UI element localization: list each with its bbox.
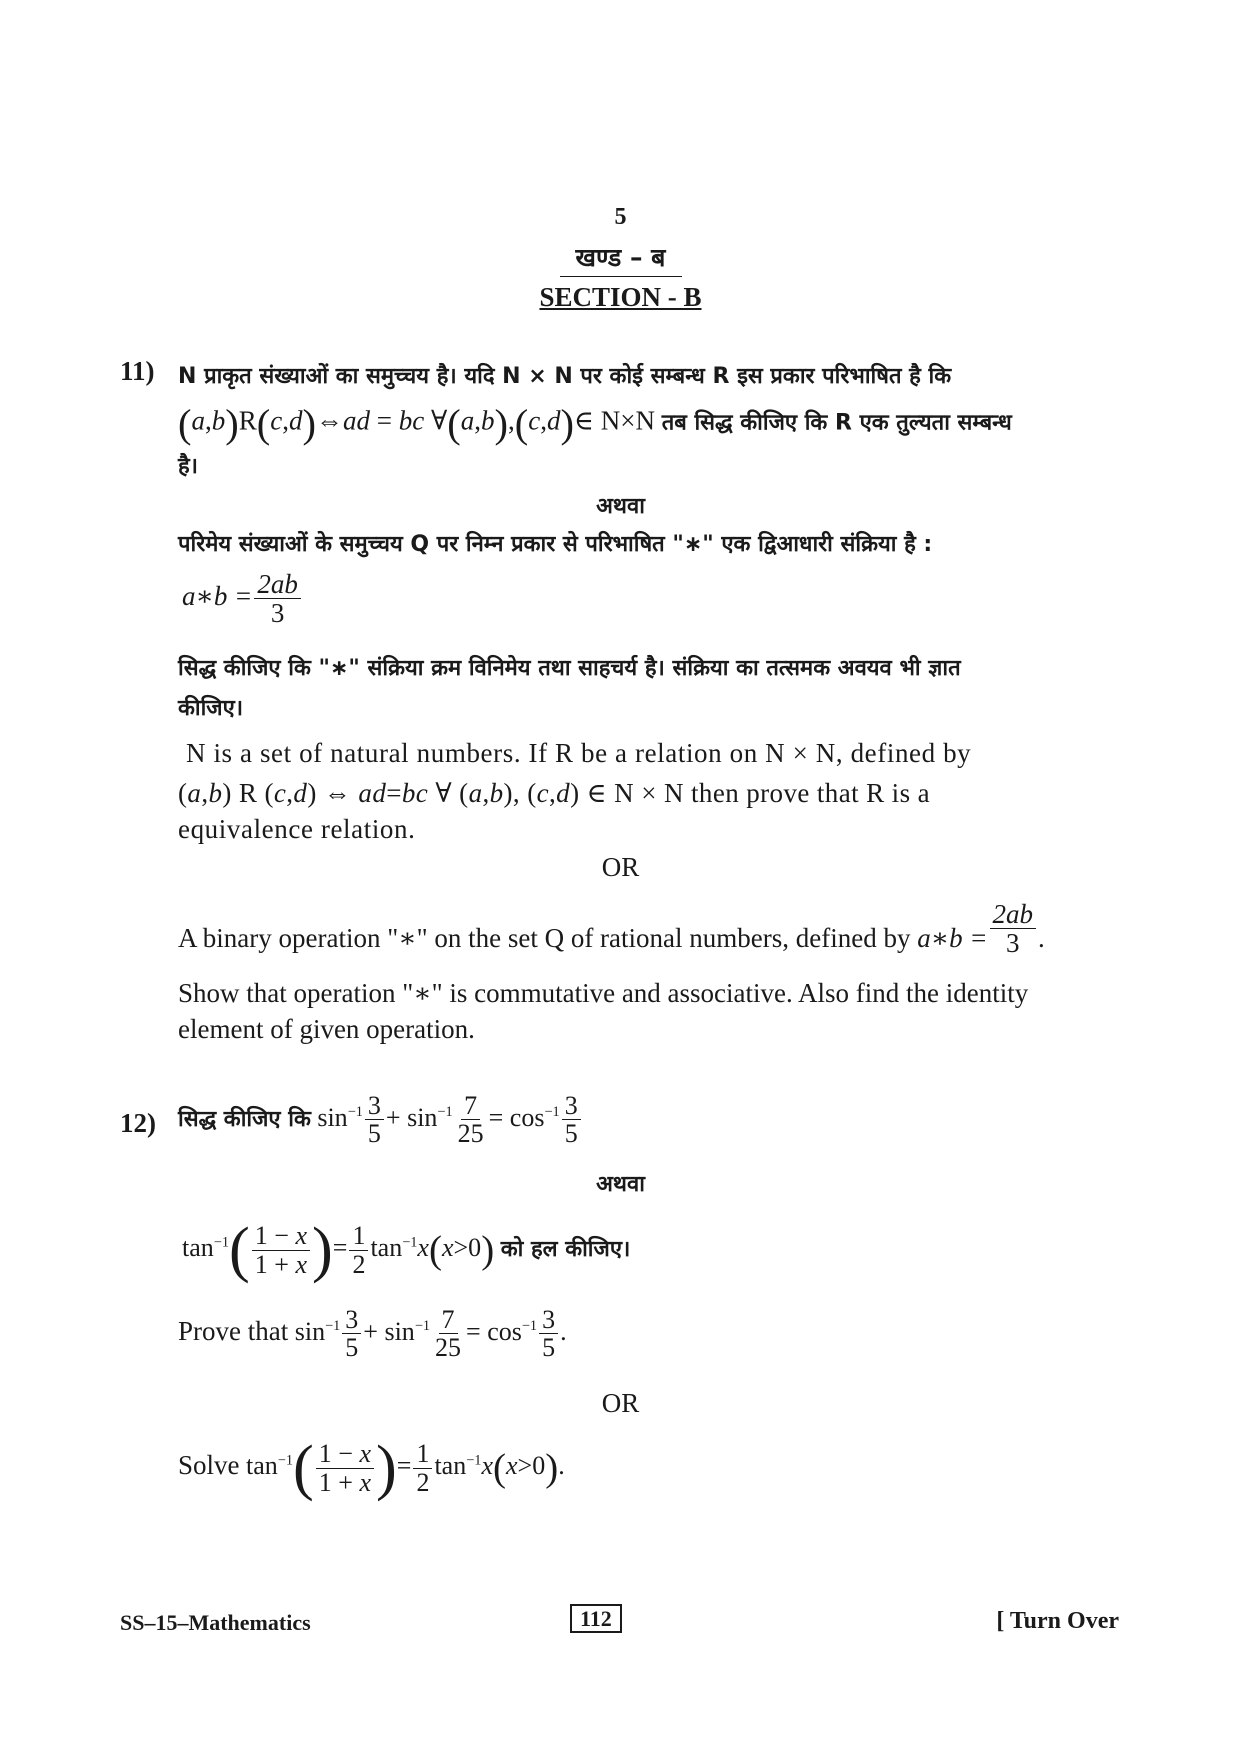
q11-hindi-line2-tail: तब सिद्ध कीजिए कि R एक तुल्यता सम्बन्ध xyxy=(661,410,1012,436)
q11-or-hindi: अथवा xyxy=(596,494,645,519)
question-number-11: 11) xyxy=(120,356,155,386)
q11-english-line3: equivalence relation. xyxy=(178,814,416,844)
section-title-english: SECTION - B xyxy=(539,282,702,312)
q11-english-alt-text: A binary operation "∗" on the set Q of rational numbers, defined by xyxy=(178,923,911,954)
q11-english-alternative: A binary operation "∗" on the set Q of rational numbers, defined by a∗b = $\frac{2ab}{3}$ . xyxy=(178,899,1045,959)
q11-operation-formula-hindi xyxy=(182,570,303,628)
q11-or-english: OR xyxy=(601,852,640,882)
q12-english-solve: Solve $\tan^{-1}$( $\frac{1 - x}{1 + x}$ )= $\frac{1}{2}$ $\tan^{-1}x(x>0)$. xyxy=(178,1433,565,1502)
q12-hindi-prove-text: सिद्ध कीजिए कि xyxy=(178,1106,311,1132)
formula-denominator: 3 xyxy=(270,598,285,629)
formula-denominator-en: 3 xyxy=(1006,928,1020,959)
q12-hindi-solve: $\tan^{-1}$( $\frac{1 - x}{1 + x}$ )= $\frac{1}{2}$ $\tan^{-1}x(x>0)$ को हल कीजिए। xyxy=(182,1215,631,1284)
footer-page-box xyxy=(570,1606,622,1632)
q12-english-solve-text: Solve xyxy=(178,1449,240,1480)
section-divider xyxy=(560,276,682,277)
q11-english-line2-tail: then prove that R is a xyxy=(691,778,931,808)
q11-hindi-prove-line2: कीजिए। xyxy=(178,696,244,721)
q11-hindi-alternative: परिमेय संख्याओं के समुच्चय Q पर निम्न प्रकार से परिभाषित "∗" एक द्विआधारी संक्रिया है : xyxy=(178,532,933,557)
formula-numerator-en: 2ab xyxy=(990,900,1037,929)
q11-hindi-prove-line1: सिद्ध कीजिए कि "∗" संक्रिया क्रम विनिमेय तथा साहचर्य है। संक्रिया का तत्समक अवयव भी ज्ञात xyxy=(178,656,961,681)
q12-english-prove-text: Prove that xyxy=(178,1315,289,1346)
q11-hindi-line1: N प्राकृत संख्याओं का समुच्चय है। यदि N × N पर कोई सम्बन्ध R इस प्रकार परिभाषित है कि xyxy=(178,364,952,389)
formula-lhs: a∗b = xyxy=(182,581,253,612)
q11-hindi-line3: है। xyxy=(178,454,199,479)
q11-english-show-line1: Show that operation "∗" is commutative and associative. Also find the identity xyxy=(178,978,1029,1008)
q11-english-line1: N is a set of natural numbers. If R be a relation on N × N, defined by xyxy=(186,738,972,768)
q11-relation-formula: (a,b)R(c,d)⇔ad = bc ∀(a,b),(c,d)∈ N×N तब सिद्ध कीजिए कि R एक तुल्यता सम्बन्ध xyxy=(178,401,1012,446)
footer-subject-code: SS–15–Mathematics xyxy=(120,1610,311,1635)
footer-page-number: 112 xyxy=(570,1604,622,1633)
q12-hindi-solve-tail: को हल कीजिए। xyxy=(500,1236,631,1262)
footer-turn-over: [ Turn Over xyxy=(996,1608,1119,1634)
q12-or-english: OR xyxy=(601,1388,640,1418)
formula-numerator: 2ab xyxy=(254,570,301,599)
question-number-12: 12) xyxy=(120,1108,156,1138)
page-number: 5 xyxy=(614,204,627,230)
formula-lhs-en: a∗b = xyxy=(917,923,988,954)
q12-english-prove: Prove that $\sin^{-1}$ $\frac{3}{5}$ + $\sin^{-1}$ $\frac{7}{25}$ = $\cos^{-1}$ $\frac{3}{5}$ . xyxy=(178,1305,567,1363)
q11-english-show-line2: element of given operation. xyxy=(178,1014,475,1044)
q12-hindi-prove: सिद्ध कीजिए कि $\sin^{-1}$ $\frac{3}{5}$ + $\sin^{-1}$ $\frac{7}{25}$ = $\cos^{-1}$ $\frac{3}{5}$ xyxy=(178,1092,583,1148)
section-title-hindi: खण्ड – ब xyxy=(575,243,666,272)
q12-or-hindi: अथवा xyxy=(596,1172,645,1197)
q11-english-line2: (a,b) R (c,d) ⇔ ad=bc ∀ (a,b), (c,d) ∈ N × N then prove that R is a xyxy=(178,778,931,808)
